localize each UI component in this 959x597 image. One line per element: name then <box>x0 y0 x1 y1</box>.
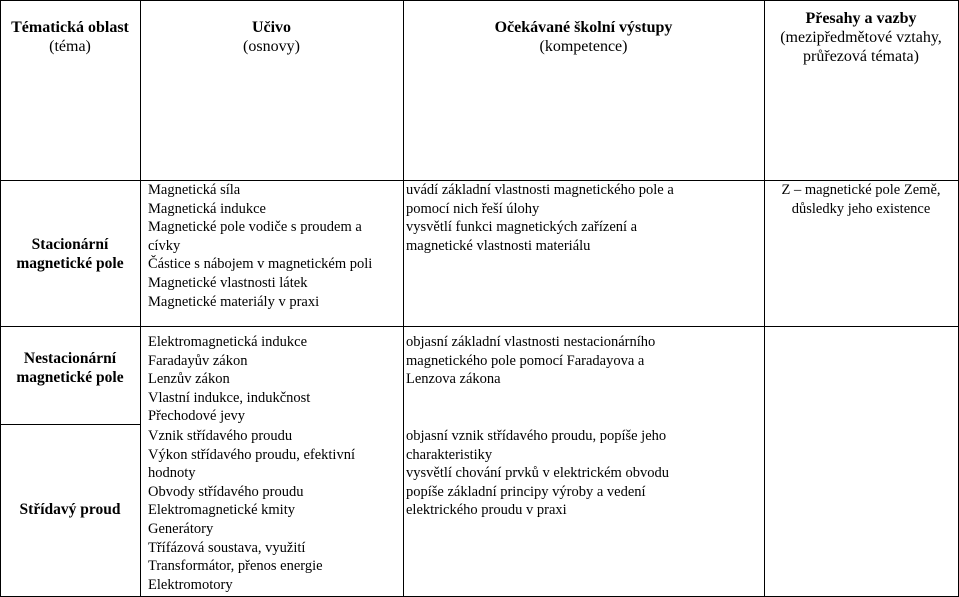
column-divider-1 <box>140 0 141 597</box>
table-border-top <box>0 0 959 1</box>
topic-nestacionarni: Nestacionární magnetické pole <box>16 350 124 386</box>
outcome-line: objasní vznik střídavého proudu, popíše jeho <box>406 428 667 444</box>
header-topic <box>0 18 140 56</box>
topic-stacionarni: Stacionární magnetické pole <box>16 236 124 272</box>
list-item: Magnetická síla <box>148 182 241 198</box>
header-outcomes <box>403 18 764 56</box>
list-item: hodnoty <box>148 465 196 482</box>
header-relations-sub1: (mezipředmětové vztahy, <box>780 29 942 46</box>
list-item: Elektromagnetické kmity <box>148 502 295 519</box>
row1-bottom-border <box>0 326 959 327</box>
list-item: Částice s nábojem v magnetickém poli <box>148 256 373 273</box>
outcome-line: magnetické vlastnosti materiálu <box>406 237 591 254</box>
list-item: Vznik střídavého proudu <box>148 428 293 444</box>
outcome-line: objasní základní vlastnosti nestacionárního <box>406 334 656 350</box>
outcomes-nestacionarni <box>406 333 655 389</box>
list-item: Třífázová soustava, využití <box>148 539 306 556</box>
header-content <box>140 18 403 56</box>
header-topic-title: Tématická oblast <box>11 19 129 36</box>
outcome-line: charakteristiky <box>406 446 493 463</box>
topic-stridavy: Střídavý proud <box>19 501 121 518</box>
outcome-line: Lenzova zákona <box>406 371 501 388</box>
relations-stacionarni <box>764 181 958 218</box>
list-item: Magnetické materiály v praxi <box>148 293 320 310</box>
outcome-line: uvádí základní vlastnosti magnetického pole a <box>406 182 674 198</box>
outcomes-stacionarni <box>406 181 674 255</box>
list-item: Lenzův zákon <box>148 371 230 388</box>
outcome-line: popíše základní principy výroby a vedení <box>406 483 646 500</box>
row2-bottom-border-topic <box>0 424 140 425</box>
list-item: Obvody střídavého proudu <box>148 483 304 500</box>
list-item: Elektromotory <box>148 576 233 593</box>
list-item: Výkon střídavého proudu, efektivní <box>148 446 355 463</box>
header-relations-sub2: průřezová témata) <box>803 48 919 65</box>
outcome-line: elektrického proudu v praxi <box>406 502 567 519</box>
list-item: Přechodové jevy <box>148 408 246 425</box>
column-divider-3 <box>764 0 765 597</box>
list-item: Magnetická indukce <box>148 200 266 217</box>
content-list-nestacionarni <box>148 333 310 426</box>
header-content-sub: (osnovy) <box>243 38 300 55</box>
outcome-line: pomocí nich řeší úlohy <box>406 200 540 217</box>
list-item: Vlastní indukce, indukčnost <box>148 389 311 406</box>
content-list-stridavy <box>148 427 355 594</box>
header-relations-title: Přesahy a vazby <box>805 10 917 27</box>
header-content-title: Učivo <box>251 19 292 36</box>
outcome-line: magnetického pole pomocí Faradayova a <box>406 352 645 369</box>
list-item: Elektromagnetická indukce <box>148 334 308 350</box>
list-item: Magnetické pole vodiče s proudem a <box>148 219 362 236</box>
header-relations <box>764 9 958 66</box>
column-divider-2 <box>403 0 404 597</box>
list-item: Transformátor, přenos energie <box>148 558 323 575</box>
header-outcomes-title: Očekávané školní výstupy <box>494 19 673 36</box>
header-topic-sub: (téma) <box>49 38 91 55</box>
relation-line: důsledky jeho existence <box>791 200 931 217</box>
content-list-stacionarni <box>148 181 372 311</box>
header-outcomes-sub: (kompetence) <box>539 38 628 55</box>
outcome-line: vysvětlí chování prvků v elektrickém obvodu <box>406 465 669 482</box>
list-item: Generátory <box>148 520 214 537</box>
outcome-line: vysvětlí funkci magnetických zařízení a <box>406 219 638 236</box>
outcomes-stridavy <box>406 427 669 520</box>
relation-line: Z – magnetické pole Země, <box>781 182 941 198</box>
list-item: Magnetické vlastnosti látek <box>148 274 308 291</box>
list-item: cívky <box>148 237 181 254</box>
list-item: Faradayův zákon <box>148 352 248 369</box>
